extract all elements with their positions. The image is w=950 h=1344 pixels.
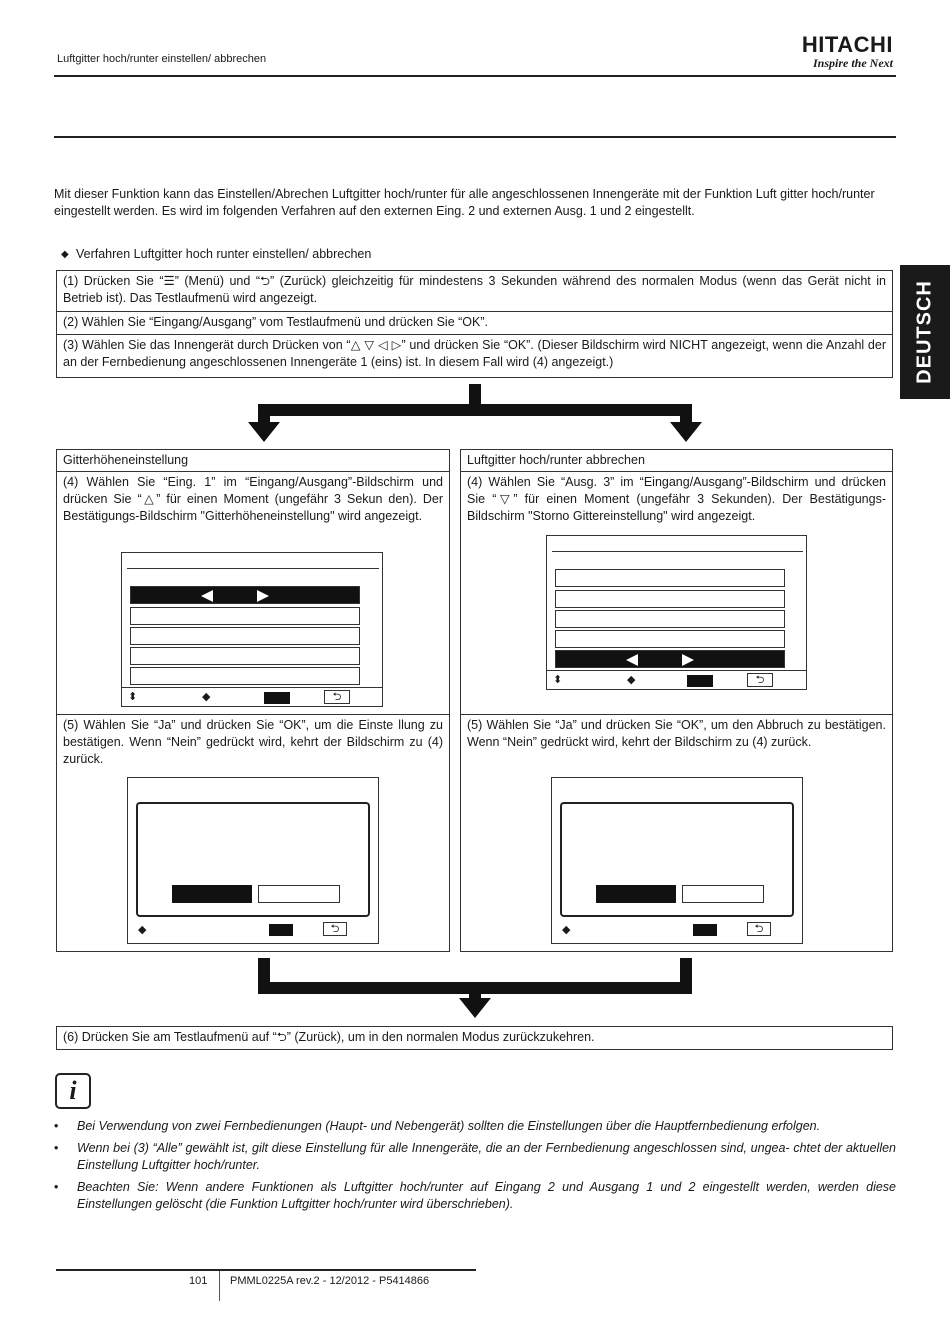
left-step-5-text: (5) Wählen Sie “Ja” und drücken Sie “OK”, um die Einste llung zu bestätigen. Wenn “Nein” gedrückt wird, kehrt der Bildschirm zu (4) zurück. [63, 718, 443, 766]
left-right-icon: ◆ [138, 924, 147, 936]
info-icon: i [55, 1073, 91, 1109]
footer-rule [56, 1269, 476, 1271]
left-screen-5 [127, 777, 379, 944]
left-right-icon: ◆ [627, 674, 636, 686]
right-screen-4 [546, 535, 807, 690]
list-row [555, 590, 785, 608]
left-screen-4 [121, 552, 383, 707]
note-item: • Wenn bei (3) “Alle” gewählt ist, gilt diese Einstellung für alle Innengeräte, die an der Fernbedienung angeschlossen sind, ungea- chtet der aktuellen Einstellung Luftgitter hoch/runter. [54, 1140, 896, 1174]
section-title: Verfahren Luftgitter hoch runter einstellen/ abbrechen [76, 247, 372, 261]
right-screen-5 [551, 777, 803, 944]
confirm-dialog [136, 802, 370, 917]
right-title-box: Luftgitter hoch/runter abbrechen [460, 449, 893, 472]
right-step-4-text: (4) Wählen Sie “Ausg. 3” im “Eingang/Ausgang”-Bildschirm und drücken Sie “▽” für einen Moment (ungefähr 3 Sekunden). Der Bestätigungs-Bildschirm "Storno Gittereinstellung" wird angezeigt. [467, 475, 886, 523]
notes-list [54, 1118, 896, 1218]
yes-option [172, 885, 252, 903]
step-1-box: (1) Drücken Sie “☰” (Menü) und “⮌” (Zurück) gleichzeitig für mindestens 3 Sekunden während des normalen Modus (wenn das Gerät nicht in Betrieb ist). Das Testlaufmenü wird angezeigt. [56, 270, 893, 312]
return-icon: ⮌ [747, 673, 773, 687]
brand-name: HITACHI [801, 32, 893, 57]
list-row [555, 630, 785, 648]
step-2-box: (2) Wählen Sie “Eingang/Ausgang” vom Testlaufmenü und drücken Sie “OK”. [56, 311, 893, 335]
left-right-icon: ◆ [202, 691, 211, 703]
language-tab-label: DEUTSCH [913, 280, 936, 384]
note-item: • Beachten Sie: Wenn andere Funktionen als Luftgitter hoch/runter auf Eingang 2 und Ausgang 1 und 2 eingestellt werden, werden diese Einstellungen gelöscht (die Funktion Luftgitter hoch/runter wird überschrieben). [54, 1179, 896, 1213]
return-icon: ⮌ [747, 922, 771, 936]
up-down-icon: ⬍ [553, 674, 563, 686]
no-option [258, 885, 340, 903]
left-right-icon: ◆ [562, 924, 571, 936]
brand-tagline: Inspire the Next [812, 56, 893, 70]
left-step-4-text: (4) Wählen Sie “Eing. 1” im “Eingang/Ausgang”-Bildschirm und drücken Sie “△” für einen Moment (ungefähr 3 Sekun den). Der Bestätigungs-Bildschirm "Gitterhöheneinstellung" wird angezeigt. [63, 475, 443, 523]
right-step-5-text: (5) Wählen Sie “Ja” und drücken Sie “OK”, um den Abbruch zu bestätigen. Wenn “Nein” gedrückt wird, kehrt der Bildschirm zu (4) zurück. [467, 718, 886, 749]
selected-row [555, 650, 785, 668]
ok-icon [264, 692, 290, 704]
step-6-box: (6) Drücken Sie am Testlaufmenü auf “⮌” (Zurück), um in den normalen Modus zurückzukehren. [56, 1026, 893, 1050]
page-number: 101 [189, 1275, 208, 1287]
note-item: • Bei Verwendung von zwei Fernbedienungen (Haupt- und Nebengerät) sollten die Einstellungen über die Hauptfernbedienung erfolgen. [54, 1118, 896, 1135]
ok-icon [269, 924, 293, 936]
no-option [682, 885, 764, 903]
header-rule [54, 75, 896, 77]
diamond-bullet-icon: ◆ [61, 249, 69, 260]
hitachi-logo [802, 34, 893, 70]
doc-reference: PMML0225A rev.2 - 12/2012 - P5414866 [230, 1275, 430, 1287]
yes-option [596, 885, 676, 903]
list-row [130, 627, 360, 645]
ok-icon [693, 924, 717, 936]
language-tab [900, 265, 950, 399]
footer-divider [219, 1271, 220, 1301]
list-row [555, 610, 785, 628]
ok-icon [687, 675, 713, 687]
list-row [130, 667, 360, 685]
left-title-box: Gitterhöheneinstellung [56, 449, 450, 472]
list-row [130, 607, 360, 625]
up-down-icon: ⬍ [128, 691, 138, 703]
header-title: Luftgitter hoch/runter einstellen/ abbrechen [57, 53, 267, 65]
selected-row [130, 586, 360, 604]
list-row [555, 569, 785, 587]
title-rule [54, 136, 896, 138]
return-icon: ⮌ [323, 922, 347, 936]
step-3-box: (3) Wählen Sie das Innengerät durch Drücken von “△ ▽ ◁ ▷” und drücken Sie “OK”. (Dieser Bildschirm wird NICHT angezeigt, wenn die Anzahl der an der Fernbedienung angeschlossenen Innengeräte 1 (eins) ist. In diesem Fall wird (4) angezeigt.) [56, 334, 893, 378]
intro-paragraph: Mit dieser Funktion kann das Einstellen/Abrechen Luftgitter hoch/runter für alle angeschlossenen Innengeräte mit der Funktion Luft gitter hoch/runter eingestellt werden. Es wird im folgenden Verfahren auf den externen Eing. 2 und externen Ausg. 1 und 2 eingestellt. [54, 187, 875, 218]
confirm-dialog [560, 802, 794, 917]
return-icon: ⮌ [324, 690, 350, 704]
list-row [130, 647, 360, 665]
